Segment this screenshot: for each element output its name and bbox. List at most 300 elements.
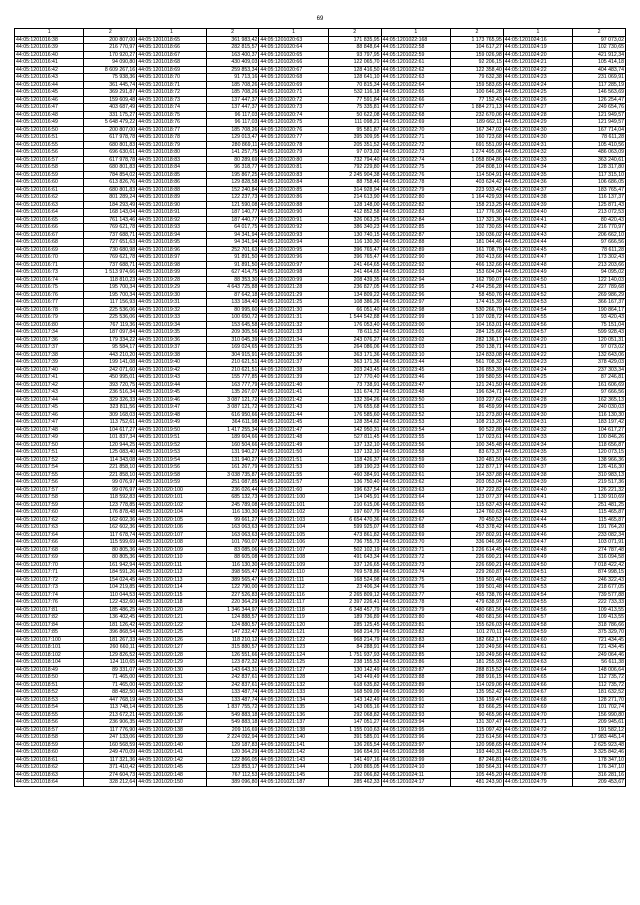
cadastral-number-cell: 44:05:1201021:128	[259, 674, 328, 682]
cadastral-number-cell: 44:05:1201022:82	[381, 201, 450, 209]
cadastral-number-cell: 44:05:1201017:37	[15, 344, 84, 352]
cadastral-number-cell: 44:05:1201016:45	[15, 89, 84, 97]
cadastral-number-cell: 44:05:1201016:77	[15, 299, 84, 307]
cadastral-number-cell: 44:05:1201020:74	[259, 111, 328, 119]
cadastral-value-cell: 173 302,43	[573, 254, 626, 262]
cadastral-number-cell: 44:05:1201023:88	[381, 674, 450, 682]
cadastral-value-cell: 135 267,07	[206, 389, 259, 397]
cadastral-value-cell: 116 130,30	[573, 411, 626, 419]
cadastral-value-cell: 473 861,82	[328, 531, 381, 539]
cadastral-number-cell: 44:05:1201017:43	[15, 389, 84, 397]
cadastral-value-cell: 100 345,48	[451, 441, 504, 449]
cadastral-value-cell: 78 611,28	[573, 246, 626, 254]
cadastral-value-cell: 117 776,90	[84, 726, 137, 734]
cadastral-value-cell: 163 777,79	[206, 381, 259, 389]
cadastral-number-cell: 44:05:1201023:90	[381, 689, 450, 697]
cadastral-number-cell: 44:05:1201023:96	[381, 734, 450, 742]
table-row	[15, 494, 626, 502]
cadastral-number-cell: 44:05:1201021:47	[259, 426, 328, 434]
cadastral-value-cell: 393 720,75	[84, 381, 137, 389]
cadastral-number-cell: 44:05:1201016:38	[15, 36, 84, 44]
cadastral-number-cell: 44:05:1201016:48	[15, 111, 84, 119]
cadastral-value-cell: 197 607,79	[328, 509, 381, 517]
cadastral-value-cell: 252 701,63	[206, 246, 259, 254]
cadastral-value-cell: 137 447,37	[206, 96, 259, 104]
cadastral-value-cell: 168 524,98	[328, 576, 381, 584]
cadastral-value-cell: 532 116,18	[328, 89, 381, 97]
cadastral-value-cell: 66 051,40	[328, 306, 381, 314]
cadastral-value-cell: 91 713,16	[206, 74, 259, 82]
cadastral-number-cell: 44:05:1201020:64	[259, 44, 328, 52]
table-row	[15, 531, 626, 539]
cadastral-number-cell: 44:05:1201020:142	[137, 756, 206, 764]
cadastral-value-cell: 310 983,13	[573, 471, 626, 479]
cadastral-number-cell: 44:05:1201016:61	[15, 186, 84, 194]
cadastral-value-cell: 249 654,76	[573, 104, 626, 112]
cadastral-number-cell: 44:05:1201023:47	[381, 381, 450, 389]
cadastral-number-cell: 44:05:1201024:26	[503, 96, 572, 104]
cadastral-number-cell: 44:05:1201024:48	[503, 546, 572, 554]
cadastral-value-cell: 196 654,91	[328, 749, 381, 757]
cadastral-value-cell: 104 617,27	[84, 426, 137, 434]
cadastral-number-cell: 44:05:1201016:50	[15, 126, 84, 134]
cadastral-value-cell: 191 582,12	[573, 726, 626, 734]
table-row	[15, 629, 626, 637]
table-row	[15, 591, 626, 599]
cadastral-value-cell: 561 708,32	[451, 359, 504, 367]
cadastral-value-cell: 104 163,01	[451, 321, 504, 329]
cadastral-value-cell: 769 621,78	[84, 224, 137, 232]
cadastral-value-cell: 527 811,45	[328, 434, 381, 442]
cadastral-number-cell: 44:05:1201024:25	[503, 89, 572, 97]
cadastral-number-cell: 44:05:1201018:57	[15, 726, 84, 734]
page-number: 69	[316, 16, 324, 22]
table-row	[15, 726, 626, 734]
cadastral-value-cell: 189 190,23	[328, 464, 381, 472]
cadastral-value-cell: 99 076,97	[84, 479, 137, 487]
cadastral-value-cell: 161 267,79	[206, 464, 259, 472]
cadastral-number-cell: 44:05:1201019:28	[137, 276, 206, 284]
cadastral-number-cell: 44:05:1201024:46	[503, 531, 572, 539]
cadastral-number-cell: 44:05:1201023:45	[381, 366, 450, 374]
cadastral-value-cell: 378 429,03	[573, 359, 626, 367]
cadastral-number-cell: 44:05:1201024:67	[503, 689, 572, 697]
cadastral-number-cell: 44:05:1201024:55	[503, 314, 572, 322]
cadastral-value-cell: 126 416,30	[573, 464, 626, 472]
cadastral-number-cell: 44:05:1201018:86	[137, 179, 206, 187]
cadastral-value-cell: 680 801,83	[84, 164, 137, 172]
cadastral-value-cell: 160 504,66	[206, 441, 259, 449]
cadastral-value-cell: 86 459,99	[451, 404, 504, 412]
cadastral-number-cell: 44:05:1201023:91	[381, 696, 450, 704]
cadastral-value-cell: 104 219,85	[84, 584, 137, 592]
table-row	[15, 359, 626, 367]
cadastral-value-cell: 136 159,47	[451, 696, 504, 704]
cadastral-number-cell: 44:05:1201018:96	[137, 246, 206, 254]
cadastral-value-cell: 115 097,42	[451, 726, 504, 734]
cadastral-number-cell: 44:05:1201020:114	[137, 584, 206, 592]
cadastral-number-cell: 44:05:1201019:47	[137, 404, 206, 412]
cadastral-value-cell: 183 197,42	[573, 419, 626, 427]
cadastral-number-cell: 44:05:1201023:73	[381, 561, 450, 569]
cadastral-number-cell: 44:05:1201020:133	[137, 689, 206, 697]
cadastral-value-cell: 238 155,53	[328, 659, 381, 667]
table-row	[15, 89, 626, 97]
cadastral-number-cell: 44:05:1201023:69	[381, 531, 450, 539]
cadastral-value-cell: 170 920,27	[84, 51, 137, 59]
cadastral-number-cell: 44:05:1201021:42	[259, 396, 328, 404]
cadastral-number-cell: 44:05:1201020:69	[259, 81, 328, 89]
cadastral-number-cell: 44:05:1201018:80	[137, 149, 206, 157]
cadastral-value-cell: 240 030,03	[573, 404, 626, 412]
cadastral-value-cell: 404 483,74	[573, 66, 626, 74]
table-row	[15, 749, 626, 757]
cadastral-value-cell: 732 794,40	[328, 156, 381, 164]
cadastral-value-cell: 737 688,71	[84, 261, 137, 269]
cadastral-value-cell: 178 347,10	[573, 756, 626, 764]
cadastral-number-cell: 44:05:1201022:97	[381, 299, 450, 307]
cadastral-number-cell: 44:05:1201017:85	[15, 629, 84, 637]
cadastral-number-cell: 44:05:1201022:94	[381, 276, 450, 284]
cadastral-value-cell: 243 076,27	[328, 336, 381, 344]
table-row	[15, 141, 626, 149]
cadastral-number-cell: 44:05:1201022:87	[381, 231, 450, 239]
cadastral-number-cell: 44:05:1201020:93	[259, 231, 328, 239]
cadastral-value-cell: 114 343,08	[84, 456, 137, 464]
cadastral-number-cell: 44:05:1201018:54	[15, 704, 84, 712]
table-row	[15, 614, 626, 622]
cadastral-value-cell: 103 071,91	[573, 539, 626, 547]
cadastral-value-cell: 209 453,67	[573, 779, 626, 787]
cadastral-value-cell: 147 232,47	[206, 629, 259, 637]
cadastral-number-cell: 44:05:1201021:108	[259, 554, 328, 562]
cadastral-number-cell: 44:05:1201022:63	[381, 74, 450, 82]
cadastral-number-cell: 44:05:1201023:48	[381, 389, 450, 397]
cadastral-value-cell: 204 808,10	[451, 164, 504, 172]
cadastral-number-cell: 44:05:1201018:75	[137, 111, 206, 119]
cadastral-value-cell: 190 864,17	[573, 306, 626, 314]
cadastral-value-cell: 396 765,47	[328, 254, 381, 262]
cadastral-number-cell: 44:05:1201019:44	[137, 381, 206, 389]
cadastral-value-cell: 93 797,95	[328, 51, 381, 59]
cadastral-value-cell: 159 501,48	[451, 576, 504, 584]
cadastral-value-cell: 105 414,18	[573, 59, 626, 67]
cadastral-number-cell: 44:05:1201016:70	[15, 254, 84, 262]
cadastral-value-cell: 94 090,80	[84, 59, 137, 67]
cadastral-number-cell: 44:05:1201024:40	[503, 486, 572, 494]
table-row	[15, 306, 626, 314]
cadastral-value-cell: 117 678,74	[84, 531, 137, 539]
cadastral-value-cell: 480 681,56	[451, 614, 504, 622]
cadastral-value-cell: 113 748,14	[84, 704, 137, 712]
cadastral-number-cell: 44:05:1201024:50	[503, 561, 572, 569]
cadastral-number-cell: 44:05:1201020:107	[137, 531, 206, 539]
cadastral-value-cell: 176 878,48	[84, 509, 137, 517]
cadastral-value-cell: 617 978,78	[84, 156, 137, 164]
cadastral-value-cell: 102 730,65	[451, 224, 504, 232]
cadastral-value-cell: 274 604,73	[84, 771, 137, 779]
cadastral-value-cell: 185 708,26	[206, 89, 259, 97]
cadastral-value-cell: 214 613,90	[328, 194, 381, 202]
cadastral-value-cell: 285 125,45	[328, 621, 381, 629]
cadastral-value-cell: 94 095,02	[573, 269, 626, 277]
cadastral-number-cell: 44:05:1201016:62	[15, 194, 84, 202]
table-row	[15, 666, 626, 674]
cadastral-value-cell: 199 580,55	[451, 374, 504, 382]
table-row	[15, 681, 626, 689]
cadastral-number-cell: 44:05:1201024:32	[503, 149, 572, 157]
cadastral-number-cell: 44:05:1201020:72	[259, 96, 328, 104]
table-row	[15, 336, 626, 344]
table-row	[15, 186, 626, 194]
cadastral-value-cell: 396 868,54	[84, 629, 137, 637]
cadastral-value-cell: 337 126,65	[328, 561, 381, 569]
cadastral-number-cell: 44:05:1201024:61	[503, 644, 572, 652]
cadastral-number-cell: 44:05:1201020:68	[259, 74, 328, 82]
cadastral-number-cell: 44:05:1201021:53	[259, 464, 328, 472]
cadastral-value-cell: 182 662,17	[451, 636, 504, 644]
cadastral-number-cell: 44:05:1201020:140	[137, 741, 206, 749]
cadastral-value-cell: 153 645,58	[206, 321, 259, 329]
cadastral-value-cell: 131 674,72	[328, 389, 381, 397]
cadastral-value-cell: 156 990,80	[573, 711, 626, 719]
cadastral-number-cell: 44:05:1201019:43	[137, 374, 206, 382]
cadastral-value-cell: 245 789,08	[206, 501, 259, 509]
cadastral-value-cell: 83 666,25	[451, 704, 504, 712]
cadastral-number-cell: 44:05:1201021:121	[259, 629, 328, 637]
cadastral-value-cell: 112 735,72	[573, 674, 626, 682]
cadastral-value-cell: 1 200 865,05	[328, 764, 381, 772]
cadastral-number-cell: 44:05:1201024:54	[503, 306, 572, 314]
cadastral-number-cell: 44:05:1201023:92	[381, 704, 450, 712]
cadastral-number-cell: 44:05:1201021:135	[259, 704, 328, 712]
cadastral-number-cell: 44:05:1201020:95	[259, 246, 328, 254]
cadastral-number-cell: 44:05:1201024:41	[503, 216, 572, 224]
cadastral-value-cell: 203 243,45	[328, 366, 381, 374]
cadastral-number-cell: 44:05:1201024:26	[503, 381, 572, 389]
cadastral-value-cell: 280 869,11	[206, 141, 259, 149]
cadastral-number-cell: 44:05:1201024:77	[503, 764, 572, 772]
cadastral-number-cell: 44:05:1201017:63	[15, 524, 84, 532]
cadastral-number-cell: 44:05:1201024:31	[503, 419, 572, 427]
cadastral-value-cell: 171 835,95	[328, 36, 381, 44]
cadastral-number-cell: 44:05:1201022:67	[381, 104, 450, 112]
cadastral-value-cell: 104 617,27	[573, 426, 626, 434]
cadastral-number-cell: 44:05:1201019:32	[137, 306, 206, 314]
cadastral-number-cell: 44:05:1201023:55	[381, 434, 450, 442]
table-row	[15, 486, 626, 494]
table-row	[15, 516, 626, 524]
cadastral-value-cell: 169 024,65	[206, 344, 259, 352]
cadastral-value-cell: 259 853,34	[206, 66, 259, 74]
cadastral-number-cell: 44:05:1201024:31	[503, 141, 572, 149]
table-row	[15, 171, 626, 179]
cadastral-number-cell: 44:05:1201016:63	[15, 201, 84, 209]
cadastral-value-cell: 116 130,30	[328, 239, 381, 247]
cadastral-value-cell: 155 777,85	[206, 374, 259, 382]
cadastral-value-cell: 112 735,72	[573, 681, 626, 689]
cadastral-number-cell: 44:05:1201023:76	[381, 584, 450, 592]
cadastral-value-cell: 123 077,37	[451, 494, 504, 502]
cadastral-number-cell: 44:05:1201016:74	[15, 276, 84, 284]
cadastral-value-cell: 127 770,40	[328, 374, 381, 382]
cadastral-number-cell: 44:05:1201023:44	[381, 359, 450, 367]
cadastral-value-cell: 309 168,03	[84, 411, 137, 419]
cadastral-value-cell: 613 826,76	[84, 179, 137, 187]
cadastral-value-cell: 2 494 256,28	[451, 284, 504, 292]
cadastral-number-cell: 44:05:1201018:89	[137, 194, 206, 202]
cadastral-value-cell: 50 622,08	[328, 111, 381, 119]
cadastral-value-cell: 137 447,37	[206, 104, 259, 112]
cadastral-value-cell: 229 260,87	[451, 569, 504, 577]
cadastral-number-cell: 44:05:1201017:36	[15, 336, 84, 344]
cadastral-value-cell: 58 450,76	[451, 291, 504, 299]
cadastral-value-cell: 164 337,88	[451, 471, 504, 479]
table-row	[15, 156, 626, 164]
cadastral-value-cell: 237 303,34	[573, 366, 626, 374]
cadastral-number-cell: 44:05:1201022:99	[381, 314, 450, 322]
cadastral-value-cell: 264 086,06	[328, 344, 381, 352]
cadastral-number-cell: 44:05:1201021:118	[259, 606, 328, 614]
table-row	[15, 269, 626, 277]
cadastral-value-cell: 143 643,31	[206, 666, 259, 674]
cadastral-value-cell: 130 142,49	[328, 666, 381, 674]
cadastral-value-cell: 78 611,52	[328, 329, 381, 337]
cadastral-value-cell: 90 465,96	[451, 711, 504, 719]
cadastral-number-cell: 44:05:1201017:39	[15, 359, 84, 367]
cadastral-value-cell: 968 214,79	[328, 629, 381, 637]
cadastral-number-cell: 44:05:1201018:91	[137, 209, 206, 217]
cadastral-value-cell: 174 415,39	[451, 299, 504, 307]
cadastral-number-cell: 44:05:1201017:51	[15, 449, 84, 457]
table-row	[15, 621, 626, 629]
cadastral-value-cell: 161 708,79	[451, 246, 504, 254]
cadastral-number-cell: 44:05:1201020:109	[137, 546, 206, 554]
cadastral-number-cell: 44:05:1201016:67	[15, 231, 84, 239]
table-row	[15, 659, 626, 667]
cadastral-number-cell: 44:05:1201018:101	[15, 644, 84, 652]
cadastral-number-cell: 44:05:1201019:52	[137, 441, 206, 449]
cadastral-number-cell: 44:05:1201024:44	[503, 516, 572, 524]
table-row	[15, 51, 626, 59]
cadastral-number-cell: 44:05:1201016:44	[15, 81, 84, 89]
cadastral-value-cell: 282 815,57	[206, 44, 259, 52]
table-row	[15, 419, 626, 427]
cadastral-number-cell: 44:05:1201024:37	[503, 186, 572, 194]
cadastral-number-cell: 44:05:1201024:39	[503, 201, 572, 209]
cadastral-value-cell: 200 807,00	[84, 36, 137, 44]
cadastral-number-cell: 44:05:1201024:73	[503, 734, 572, 742]
cadastral-value-cell: 128 148,00	[328, 201, 381, 209]
cadastral-number-cell: 44:05:1201018:63	[15, 771, 84, 779]
cadastral-number-cell: 44:05:1201022:76	[381, 171, 450, 179]
table-row	[15, 224, 626, 232]
cadastral-value-cell: 95 581,87	[328, 126, 381, 134]
cadastral-number-cell: 44:05:1201020:104	[137, 509, 206, 517]
cadastral-number-cell: 44:05:1201020:115	[137, 591, 206, 599]
cadastral-number-cell: 44:05:1201016:41	[15, 59, 84, 67]
cadastral-value-cell: 130 036,02	[451, 231, 504, 239]
cadastral-value-cell: 223 933,42	[451, 186, 504, 194]
cadastral-number-cell: 44:05:1201023:85	[381, 651, 450, 659]
cadastral-number-cell: 44:05:1201024:43	[503, 509, 572, 517]
cadastral-value-cell: 159 026,98	[451, 51, 504, 59]
cadastral-number-cell: 44:05:1201024:35	[503, 449, 572, 457]
table-row	[15, 554, 626, 562]
column-header: 1	[137, 29, 206, 37]
cadastral-value-cell: 131 307,47	[451, 719, 504, 727]
table-row	[15, 389, 626, 397]
cadastral-value-cell: 96 318,77	[206, 164, 259, 172]
table-row	[15, 674, 626, 682]
cadastral-value-cell: 251 481,25	[573, 501, 626, 509]
cadastral-value-cell: 94 341,94	[206, 239, 259, 247]
cadastral-value-cell: 70 815,34	[328, 81, 381, 89]
cadastral-value-cell: 209 305,56	[206, 329, 259, 337]
table-row	[15, 764, 626, 772]
cadastral-value-cell: 389 565,47	[206, 576, 259, 584]
cadastral-number-cell: 44:05:1201022:83	[381, 209, 450, 217]
cadastral-number-cell: 44:05:1201021:137	[259, 719, 328, 727]
table-row	[15, 299, 626, 307]
cadastral-value-cell: 121 949,57	[573, 119, 626, 127]
cadastral-value-cell: 121 241,50	[451, 381, 504, 389]
cadastral-value-cell: 191 764,20	[573, 524, 626, 532]
cadastral-value-cell: 326 063,25	[328, 216, 381, 224]
cadastral-value-table	[14, 28, 626, 787]
cadastral-number-cell: 44:05:1201021:31	[259, 314, 328, 322]
cadastral-number-cell: 44:05:1201023:63	[381, 486, 450, 494]
cadastral-number-cell: 44:05:1201017:40	[15, 366, 84, 374]
cadastral-number-cell: 44:05:1201021:30	[259, 306, 328, 314]
cadastral-number-cell: 44:05:1201018:73	[137, 96, 206, 104]
cadastral-value-cell: 486 063,09	[573, 149, 626, 157]
cadastral-number-cell: 44:05:1201016:65	[15, 216, 84, 224]
cadastral-number-cell: 44:05:1201018:58	[15, 734, 84, 742]
table-row	[15, 756, 626, 764]
cadastral-value-cell: 2 265 809,12	[328, 591, 381, 599]
cadastral-value-cell: 143 065,16	[328, 704, 381, 712]
cadastral-number-cell: 44:05:1201023:68	[381, 524, 450, 532]
cadastral-number-cell: 44:05:1201016:43	[15, 74, 84, 82]
cadastral-number-cell: 44:05:1201017:62	[15, 516, 84, 524]
column-header: 1	[381, 29, 450, 37]
cadastral-number-cell: 44:05:1201021:144	[259, 764, 328, 772]
cadastral-value-cell: 314 928,94	[328, 186, 381, 194]
cadastral-value-cell: 117 285,19	[573, 81, 626, 89]
cadastral-value-cell: 118 592,83	[84, 494, 137, 502]
cadastral-value-cell: 222 733,33	[573, 599, 626, 607]
cadastral-value-cell: 727 651,63	[84, 239, 137, 247]
cadastral-value-cell: 680 801,83	[84, 186, 137, 194]
cadastral-value-cell: 117 321,36	[84, 756, 137, 764]
cadastral-number-cell: 44:05:1201017:55	[15, 471, 84, 479]
cadastral-value-cell: 87 246,81	[451, 756, 504, 764]
cadastral-number-cell: 44:05:1201020:112	[137, 569, 206, 577]
cadastral-value-cell: 231 069,91	[573, 74, 626, 82]
table-row	[15, 606, 626, 614]
cadastral-number-cell: 44:05:1201017:50	[15, 441, 84, 449]
table-row	[15, 119, 626, 127]
cadastral-number-cell: 44:05:1201023:87	[381, 666, 450, 674]
cadastral-value-cell: 118 426,37	[328, 456, 381, 464]
cadastral-value-cell: 158 213,25	[451, 201, 504, 209]
cadastral-number-cell: 44:05:1201024:49	[503, 269, 572, 277]
cadastral-value-cell: 97 073,02	[573, 344, 626, 352]
cadastral-value-cell: 185 708,26	[206, 81, 259, 89]
cadastral-value-cell: 460 384,91	[328, 471, 381, 479]
cadastral-value-cell: 599 928,43	[573, 329, 626, 337]
